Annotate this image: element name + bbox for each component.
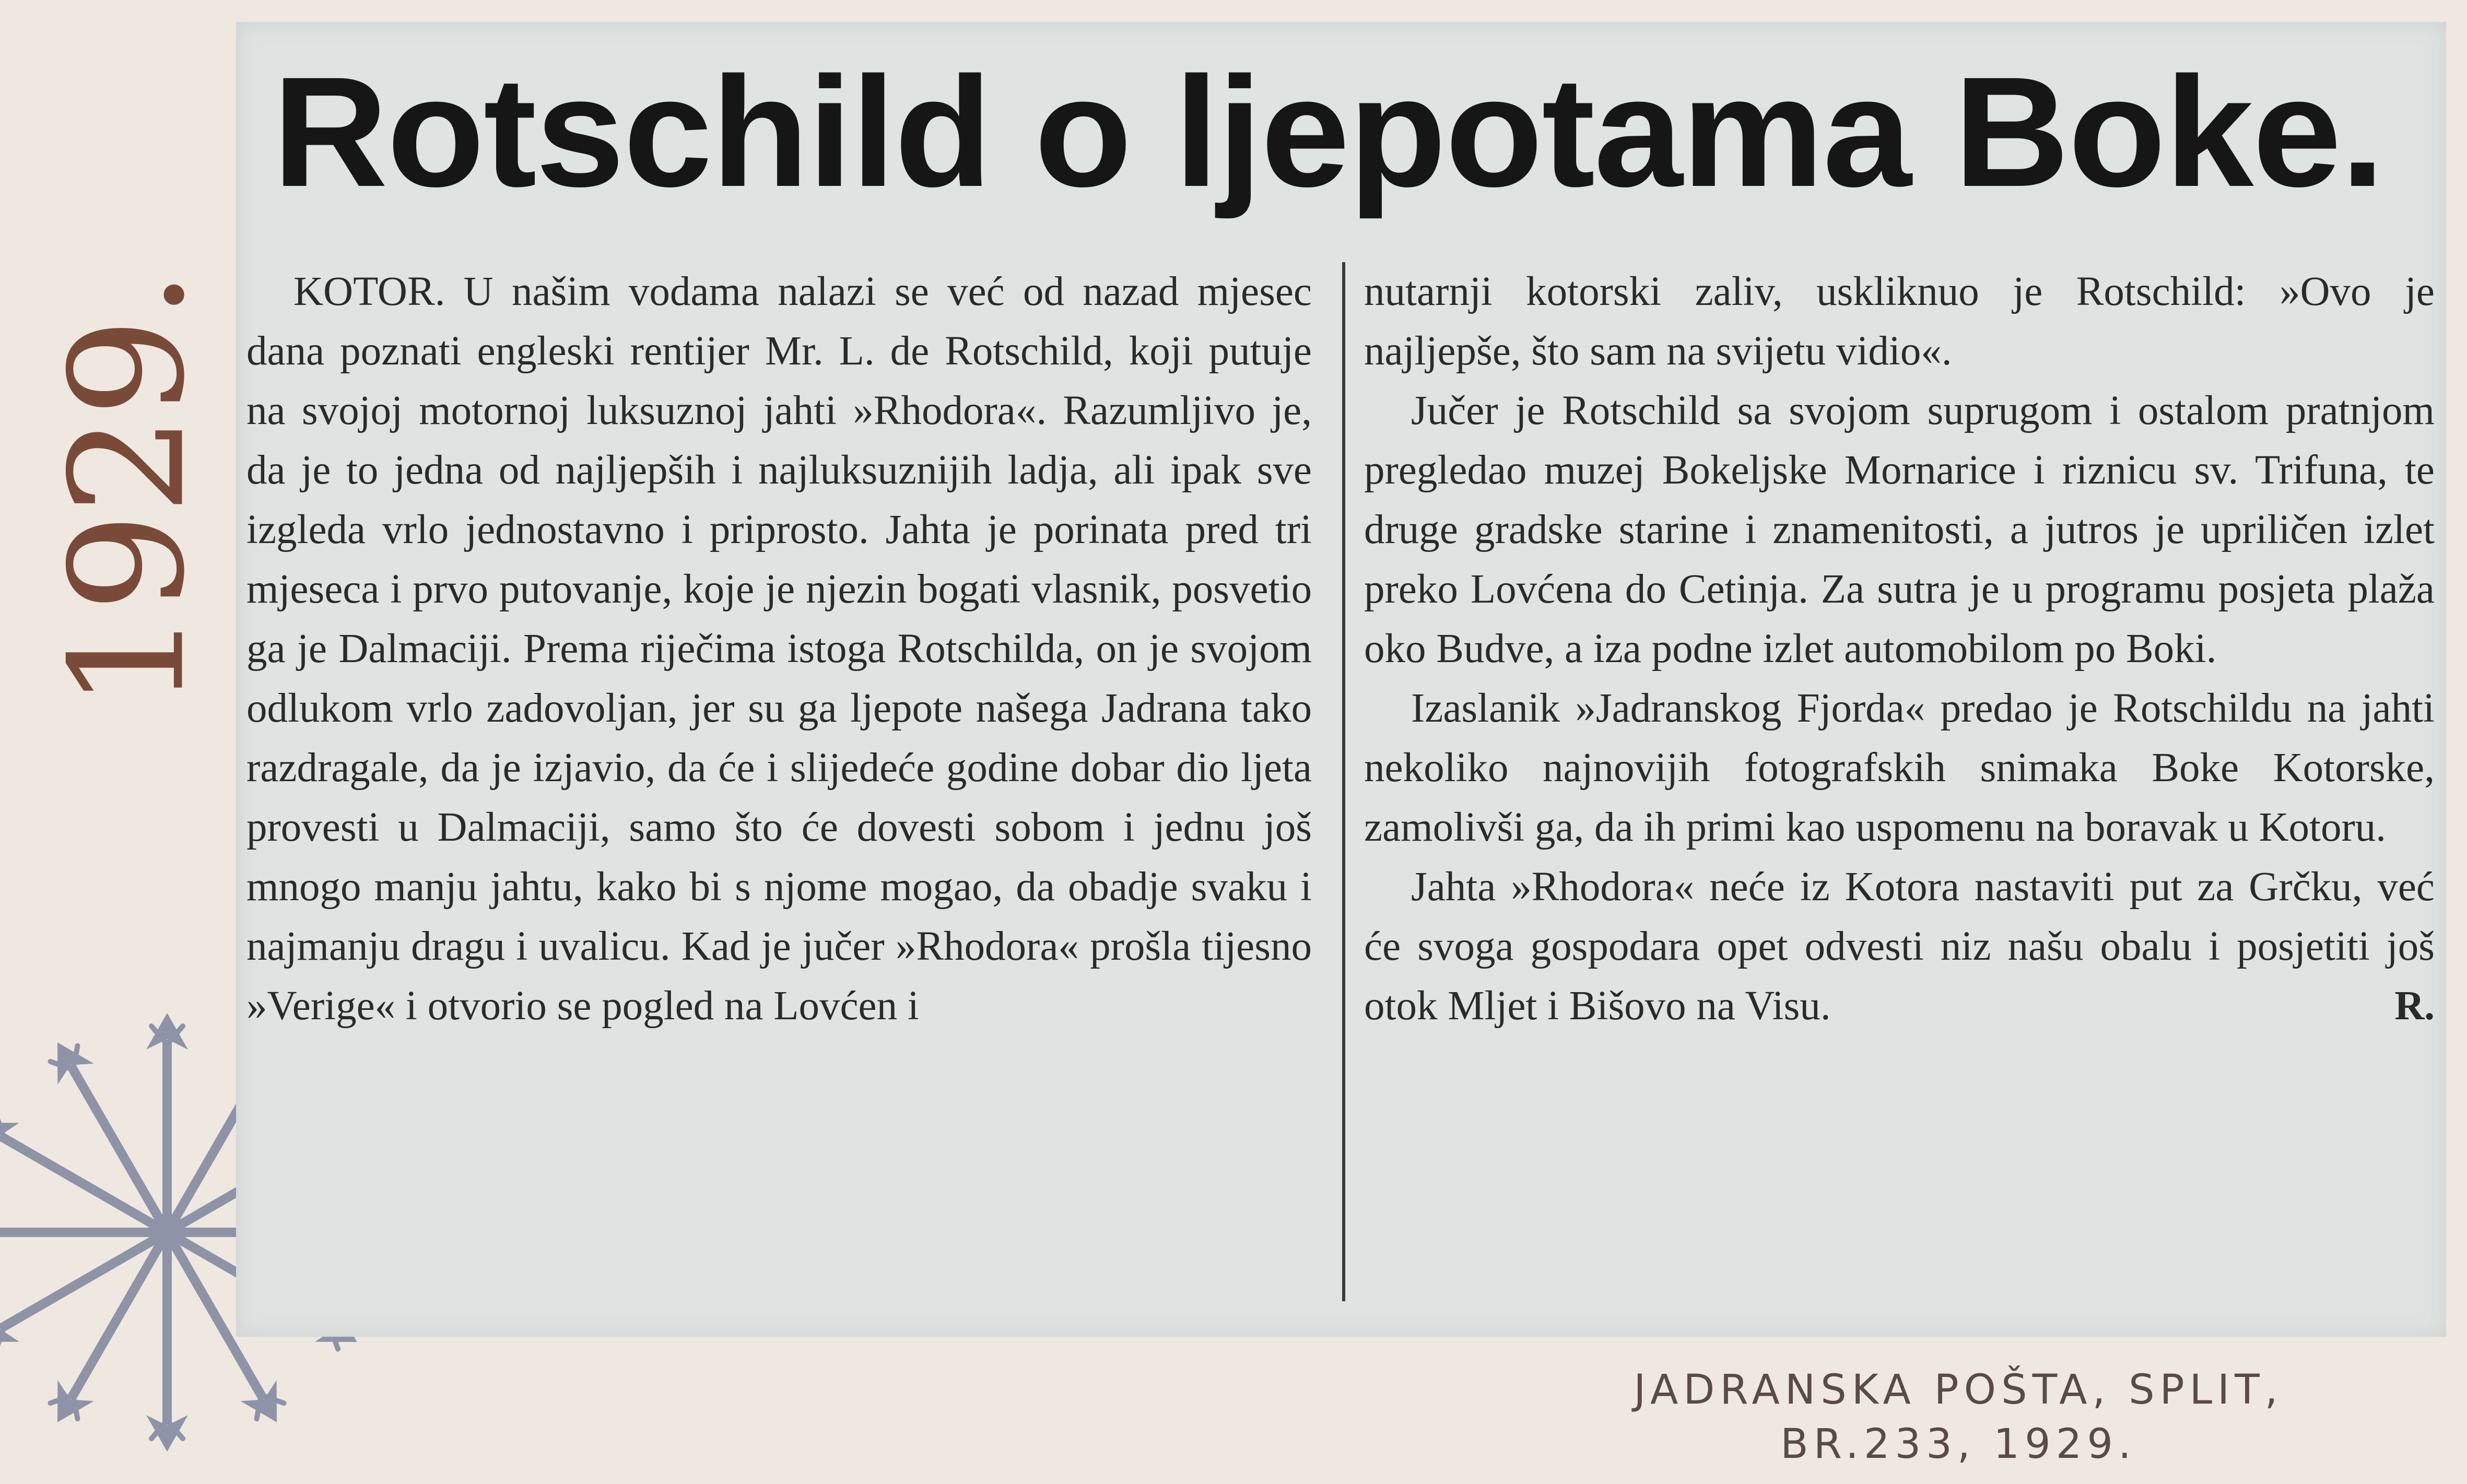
right-paragraph-4-text: Jahta »Rhodora« neće iz Kotora nastaviti put za Grčku, već će svoga gospodara opet odvesti niz našu obalu i posjetiti još otok Mljet i Bišovo na Visu. bbox=[1364, 864, 2435, 1029]
column-divider bbox=[1342, 262, 1345, 1301]
source-line-2: BR.233, 1929. bbox=[1780, 1421, 2136, 1468]
newspaper-clipping bbox=[236, 22, 2446, 1337]
right-paragraph-4 bbox=[1364, 857, 2435, 1036]
right-paragraph-1: nutarnji kotorski zaliv, uskliknuo je Rotschild: »Ovo je najljepše, što sam na svijetu vidio«. bbox=[1364, 269, 2435, 374]
left-paragraph-1: KOTOR. U našim vodama nalazi se već od nazad mjesec dana poznati engleski rentijer Mr. L. de Rotschild, koji putuje na svojoj motornoj luksuznoj jahti »Rhodora«. Razumljivo je, da je to jedna od najljepših i najluksuznijih ladja, ali ipak sve izgleda vrlo jednostavno i priprosto. Jahta je porinata pred tri mjeseca i prvo putovanje, koje je njezin bogati vlasnik, posvetio ga je Dalmaciji. Prema riječima istoga Rotschilda, on je svojom odlukom vrlo zadovoljan, jer su ga ljepote našega Jadrana tako razdragale, da je izjavio, da će i slijedeće godine dobar dio ljeta provesti u Dalmaciji, samo što će dovesti sobom i jednu još mnogo manju jahtu, kako bi s njome mogao, da obadje svaku i najmanju dragu i uvalicu. Kad je jučer »Rhodora« prošla tijesno »Verige« i otvorio se pogled na Lovćen i bbox=[246, 269, 1312, 1029]
source-line-1: JADRANSKA POŠTA, SPLIT, bbox=[1634, 1367, 2283, 1414]
article-left-column bbox=[246, 262, 1312, 1036]
right-paragraph-2: Jučer je Rotschild sa svojom suprugom i ostalom pratnjom pregledao muzej Bokeljske Mornarice i riznicu sv. Trifuna, te druge gradske starine i znamenitosti, a jutros je upriličen izlet preko Lovćena do Cetinja. Za sutra je u programu posjeta plaža oko Budve, a iza podne izlet automobilom po Boki. bbox=[1364, 388, 2435, 672]
article-right-column bbox=[1364, 262, 2435, 1036]
year-label bbox=[31, 245, 225, 736]
right-paragraph-3: Izaslanik »Jadranskog Fjorda« predao je Rotschildu na jahti nekoliko najnovijih fotografskih snimaka Boke Kotorske, zamolivši ga, da ih primi kao uspomenu na boravak u Kotoru. bbox=[1364, 686, 2435, 850]
source-caption bbox=[1514, 1363, 2402, 1471]
article-signature: R. bbox=[2394, 983, 2435, 1029]
year-text: 1929. bbox=[37, 272, 219, 710]
article-headline: Rotschild o ljepotama Boke. bbox=[273, 44, 2384, 219]
